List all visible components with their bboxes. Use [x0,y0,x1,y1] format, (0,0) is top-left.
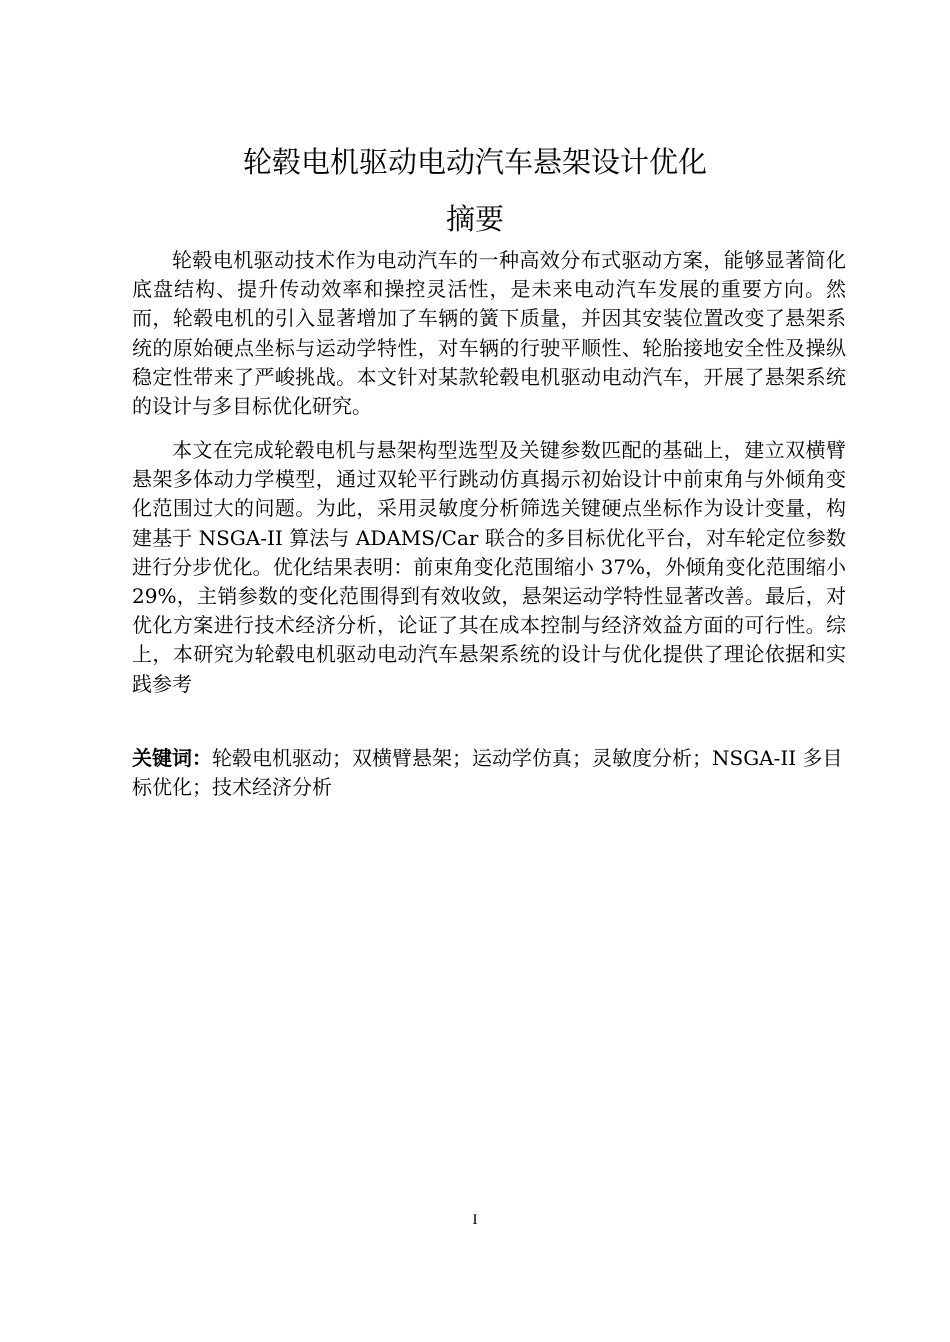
page-number: I [472,1212,478,1228]
keywords-text: 轮毂电机驱动；双横臂悬架；运动学仿真；灵敏度分析；NSGA-II 多目标优化；技术经济分析 [132,746,843,800]
abstract-paragraph-2: 本文在完成轮毂电机与悬架构型选型及关键参数匹配的基础上，建立双横臂悬架多体动力学模型，通过双轮平行跳动仿真揭示初始设计中前束角与外倾角变化范围过大的问题。为此，采用灵敏度分析筛选关键硬点坐标作为设计变量，构建基于 NSGA-II 算法与 ADAMS/Car 联合的多目标优化平台，对车轮定位参数进行分步优化。优化结果表明：前束角变化范围缩小 37%，外倾角变化范围缩小 29%，主销参数的变化范围得到有效收敛，悬架运动学特性显著改善。最后，对优化方案进行技术经济分析，论证了其在成本控制与经济效益方面的可行性。综上，本研究为轮毂电机驱动电动汽车悬架系统的设计与优化提供了理论依据和实践参考 [132,438,846,696]
document-title: 轮毂电机驱动电动汽车悬架设计优化 [242,145,707,179]
keywords-label: 关键词： [132,746,212,770]
abstract-paragraph-1: 轮毂电机驱动技术作为电动汽车的一种高效分布式驱动方案，能够显著简化底盘结构、提升传动效率和操控灵活性，是未来电动汽车发展的重要方向。然而，轮毂电机的引入显著增加了车辆的簧下质量，并因其安装位置改变了悬架系统的原始硬点坐标与运动学特性，对车辆的行驶平顺性、轮胎接地安全性及操纵稳定性带来了严峻挑战。本文针对某款轮毂电机驱动电动汽车，开展了悬架系统的设计与多目标优化研究。 [132,248,846,419]
abstract-heading: 摘要 [445,202,504,236]
keywords-line [132,744,846,802]
